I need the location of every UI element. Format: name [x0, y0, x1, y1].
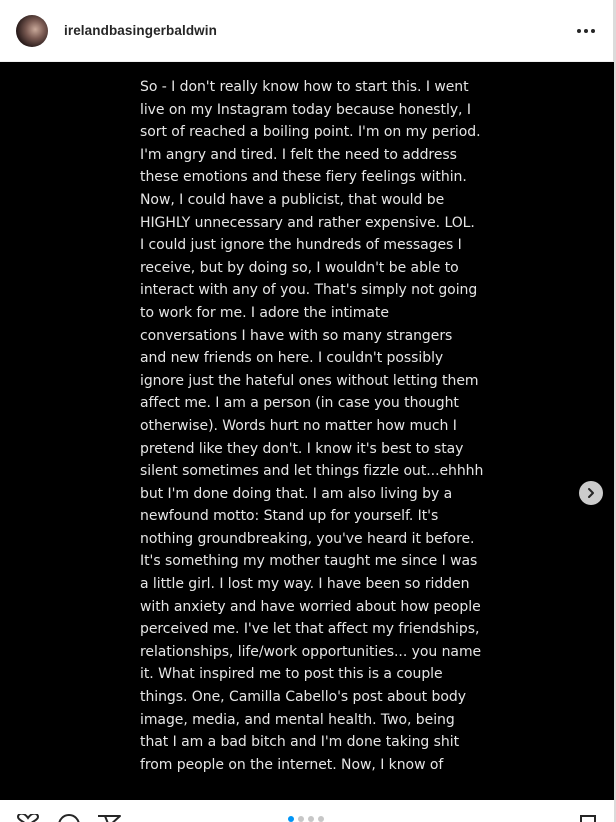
send-icon[interactable] [97, 815, 121, 822]
carousel-dot-active [288, 816, 294, 822]
carousel-dot [308, 816, 314, 822]
carousel-dot [318, 816, 324, 822]
profile-avatar[interactable] [16, 15, 48, 47]
next-slide-button[interactable] [579, 481, 603, 505]
media-text: So - I don't really know how to start this. I went live on my Instagram today because honestly, I sort of reached a boiling point. I'm on my period. I'm angry and tired. I felt the need to address these emotions and these fiery feelings within. Now, I could have a publicist, that would be HIGHLY unnecessary and rather expensive. LOL. I could just ignore the hundreds of messages I receive, but by doing so, I wouldn't be able to interact with any of you. That's simply not going to work for me. I adore the intimate conversations I have with so many strangers and new friends on here. I couldn't possibly ignore just the hateful ones without letting them affect me. I am a person (in case you thought otherwise). Words hurt no matter how much I pretend like they don't. I know it's best to stay silent sometimes and let things fizzle out...ehhhh but I'm done doing that. I am also living by a newfound motto: Stand up for yourself. It's nothing groundbreaking, you've heard it before. It's something my mother taught me since I was a little girl. I lost my way. I have been so ridden with anxiety and have worried about how people perceived me. I've let that affect my friendships, relationships, life/work opportunities... you name it. What inspired me to post this is a couple things. One, Camilla Cabello's post about body image, media, and mental health. Two, being that I am a bad bitch and I'm done taking shit from people on the internet. Now, I know of [140, 79, 484, 773]
comment-icon[interactable] [57, 814, 81, 822]
post-header [0, 0, 614, 62]
more-options-button[interactable] [573, 19, 599, 43]
chevron-right-icon [585, 487, 597, 499]
bookmark-icon[interactable] [579, 815, 597, 822]
username-link[interactable]: irelandbasingerbaldwin [64, 23, 217, 38]
heart-icon[interactable] [16, 814, 40, 822]
more-horizontal-icon [577, 29, 581, 33]
carousel-indicator [288, 816, 328, 822]
post-media [0, 62, 614, 800]
carousel-dot [298, 816, 304, 822]
